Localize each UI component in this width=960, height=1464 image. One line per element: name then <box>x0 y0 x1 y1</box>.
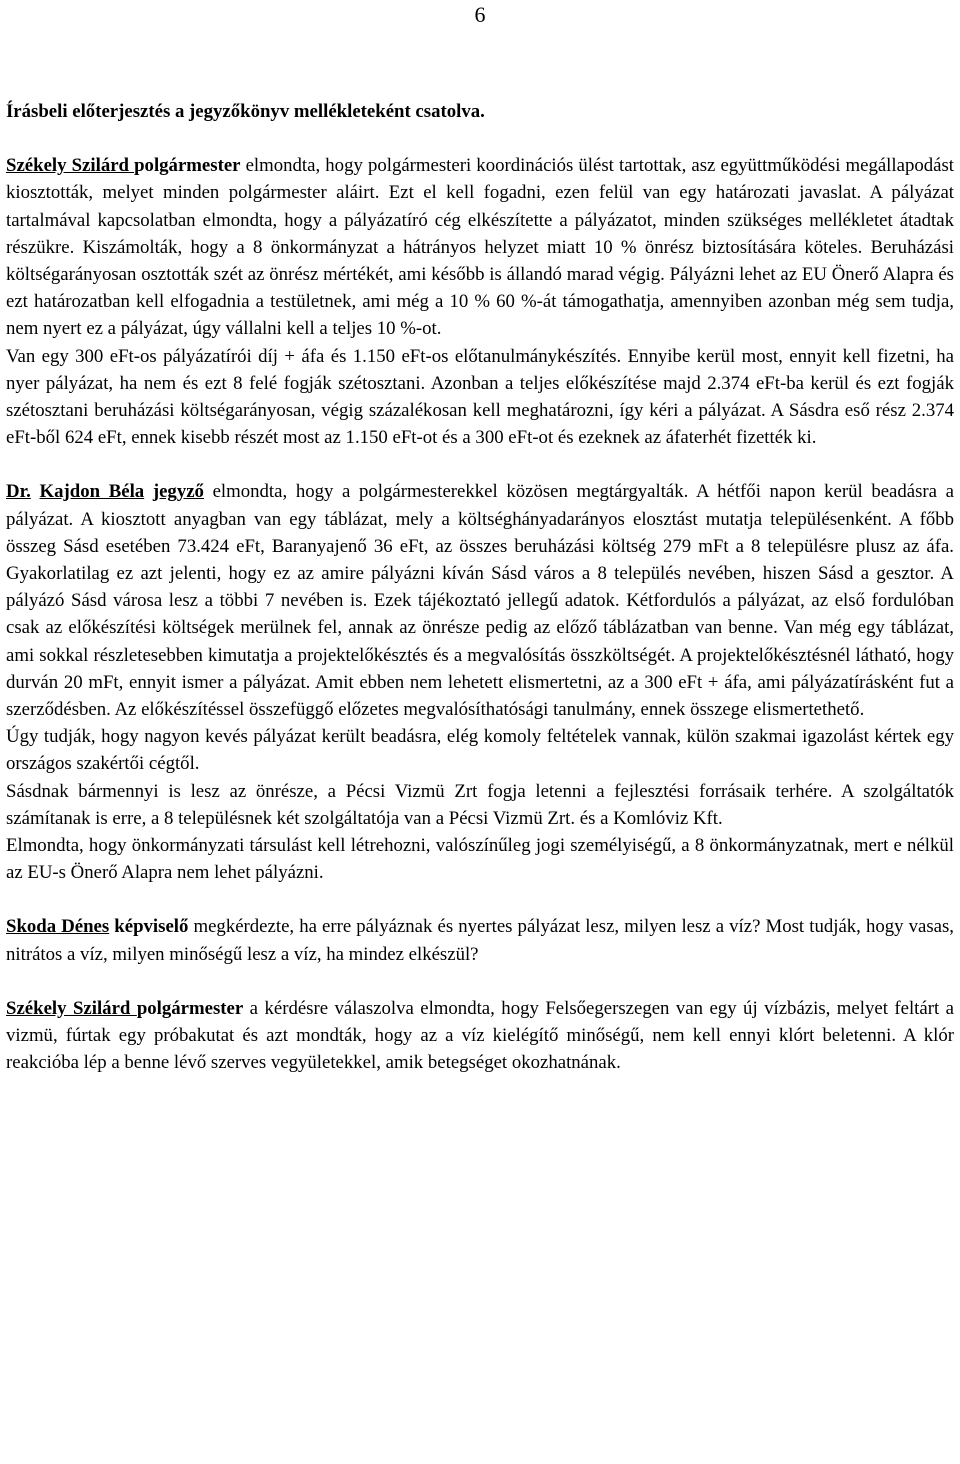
attachment-note: Írásbeli előterjesztés a jegyzőkönyv mellékleteként csatolva. <box>6 101 485 122</box>
paragraph-association: Elmondta, hogy önkormányzati társulást kell létrehozni, valószínűleg jogi személyiségű, a 8 önkormányzatnak, mert e nélkül az EU-s Önerő Alapra nem lehet pályázni. <box>6 835 954 884</box>
paragraph-notary-statement <box>6 478 954 723</box>
speaker-name: Székely Szilárd <box>6 997 137 1019</box>
paragraph-gap <box>6 125 954 152</box>
page-number: 6 <box>474 2 486 27</box>
paragraph-gap <box>6 968 954 995</box>
speaker-role: polgármester <box>134 155 241 177</box>
paragraph-applications: Úgy tudják, hogy nagyon kevés pályázat került beadásra, elég komoly feltételek vannak, külön szakmai igazolást kértek egy országos szakértői cégtől. <box>6 726 954 775</box>
speaker-role: jegyző <box>152 481 204 503</box>
speaker-name: Skoda Dénes <box>6 916 110 938</box>
paragraph-text: a kérdésre válaszolva elmondta, hogy Felsőegerszegen van egy új vízbázis, melyet feltárt a vizmü, fúrtak egy próbakutat és azt mondták, hogy az a víz kielégítő minőségű, nem kell ennyi klórt beletenni. A klór reakcióba lép a benne lévő szerves vegyületekkel, amik betegséget okozhatnának. <box>6 997 954 1074</box>
paragraph-costs: Van egy 300 eFt-os pályázatírói díj + áfa és 1.150 eFt-os előtanulmánykészítés. Ennyibe kerül most, ennyit kell fizetni, ha nyer pályázat, ha nem és ezt 8 felé fogják szétosztani. Azonban a teljes előkészítése majd 2.374 eFt-ba kerül és ezt fogják szétosztani beruházási költségarányosan, végig százalékosan kell meghatározni, így kéri a pályázat. A Sásdra eső rész 2.374 eFt-ből 624 eFt, ennek kisebb részét most az 1.150 eFt-ot és a 300 eFt-ot és ezeknek az áfaterhét fizették ki. <box>6 345 954 449</box>
speaker-name: Székely Szilárd <box>6 155 135 177</box>
speaker-name: Kajdon Béla <box>39 481 145 503</box>
paragraph-text: megkérdezte, ha erre pályáznak és nyertes pályázat lesz, milyen lesz a víz? Most tudják, hogy vasas, nitrátos a víz, milyen minőségű lesz a víz, ha mindez elkészül? <box>6 916 954 965</box>
paragraph-representative-question <box>6 913 954 967</box>
paragraph-mayor-statement <box>6 152 954 342</box>
speaker-role: polgármester <box>136 997 244 1019</box>
document-body <box>6 98 954 1077</box>
paragraph-text: elmondta, hogy a polgármesterekkel közösen megtárgyalták. A hétfői napon kerül beadásra a pályázat. A kiosztott anyagban van egy táblázat, mely a költséghányadarányos elosztást mutatja településenként. A főbb összeg Sásd esetében 73.424 eFt, Baranyajenő 36 eFt, az összes beruházási költség 279 mFt a 8 településre plusz az áfa. Gyakorlatilag ez azt jelenti, hogy ez az amire pályázni kíván Sásd város a 8 település nevében, hiszen Sásd a gesztor. A pályázó Sásd városa lesz a többi 7 nevében is. Ezek tájékoztató jellegű adatok. Kétfordulós a pályázat, az első fordulóban csak az előkészítési költségek merülnek fel, annak az önrésze pedig az előző táblázatban van benne. Van még egy táblázat, ami sokkal részletesebben kimutatja a projektelőkésztés és a megvalósítás összköltségét. A projektelőkésztésnél látható, hogy durván 20 mFt, ennyit ismer a pályázat. Amit ebben nem lehetett elismertetni, az a 300 eFt + áfa, ami pályázatírásként fut a szerződésben. Az előkészítéssel összefüggő előzetes megvalósíthatósági tanulmány, ennek összege elismertethető. <box>6 481 955 721</box>
paragraph-mayor-answer <box>6 995 954 1077</box>
paragraph-gap <box>6 451 954 478</box>
paragraph-contribution: Sásdnak bármennyi is lesz az önrésze, a Pécsi Vizmü Zrt fogja letenni a fejlesztési forrásaik terhére. A szolgáltatók számítanak is erre, a 8 településnek két szolgáltatója van a Pécsi Vizmü Zrt. és a Komlóviz Kft. <box>6 780 954 829</box>
speaker-title: Dr. <box>6 481 31 503</box>
paragraph-text: elmondta, hogy polgármesteri koordinációs ülést tartottak, asz együttműködési megállapodást kiosztották, melyet minden polgármester aláirt. Ezt el kell fogadni, ezen felül van egy határozati javaslat. A pályázat tartalmával kapcsolatban elmondta, hogy a pályázatíró cég elkészítette a pályázatot, minden szükséges mellékletet átadtak részükre. Kiszámolták, hogy a 8 önkormányzat a hátrányos helyzet miatt 10 % önrész biztosítására köteles. Beruházási költségarányosan osztották szét az önrész mértékét, ami később is állandó marad végig. Pályázni lehet az EU Önerő Alapra és ezt határozatban kell elfogadnia a testületnek, ami még a 10 % 60 %-át támogathatja, amennyiben azonban még sem tudja, nem nyert ez a pályázat, úgy vállalni kell a teljes 10 %-ot. <box>6 155 954 340</box>
speaker-role: képviselő <box>114 916 189 938</box>
paragraph-gap <box>6 886 954 913</box>
